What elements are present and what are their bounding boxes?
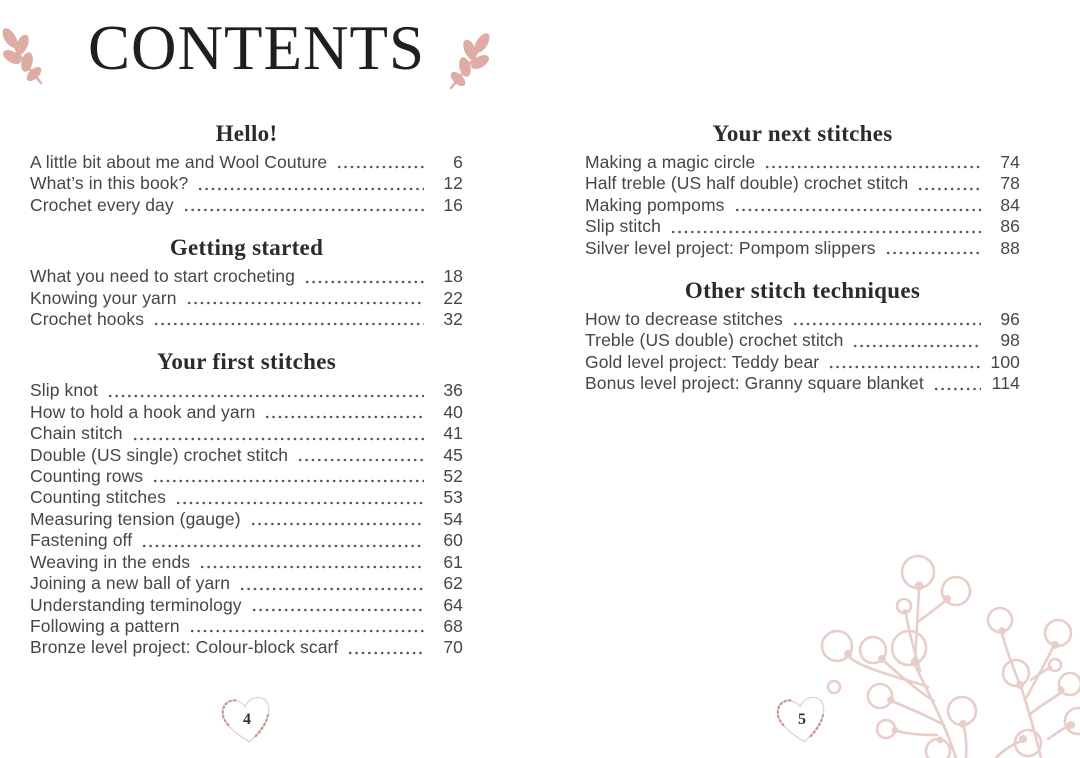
toc-entry-label: How to decrease stitches [585,309,783,330]
toc-entry-label: Following a pattern [30,615,180,636]
toc-entry [30,616,463,637]
toc-entry-page-number: 40 [443,401,463,422]
toc-entry-page-number: 6 [453,152,463,172]
toc-entry-page-number: 22 [443,287,463,308]
toc-entry [30,288,463,309]
section-entries [585,152,1020,259]
toc-entry-page-number: 78 [1000,173,1020,194]
toc-entry [30,152,463,173]
toc-entry-page-number: 84 [1000,194,1020,215]
toc-entry [585,373,1020,394]
toc-entry [30,423,463,444]
toc-column-left [30,120,463,659]
page-number-right: 5 [798,711,806,728]
dot-leader [251,595,424,616]
toc-entry [30,266,463,287]
dot-leader [107,380,424,401]
dot-leader [189,616,424,637]
dot-leader [852,330,981,351]
toc-entry [30,552,463,573]
toc-entry [585,173,1020,194]
toc-entry-page-number: 53 [443,487,463,508]
toc-entry-page-number: 70 [443,637,463,658]
dot-leader [764,152,981,173]
toc-entry-label: Fastening off [30,530,133,551]
toc-entry [585,216,1020,237]
toc-entry-label: Slip stitch [585,216,661,237]
section-entries [30,380,463,658]
section-entries [585,309,1020,395]
toc-entry-label: Making a magic circle [585,152,756,172]
toc-entry-page-number: 41 [443,423,463,444]
toc-section [30,234,463,330]
toc-section [585,277,1020,395]
toc-entry-page-number: 54 [443,508,463,529]
toc-entry-label: Bonus level project: Granny square blanket [585,373,924,394]
toc-entry-label: Bronze level project: Colour-block scarf [30,637,339,658]
toc-entry [30,173,463,194]
toc-entry [30,195,463,216]
toc-entry [585,352,1020,373]
toc-entry-label: Counting stitches [30,487,166,508]
toc-column-right [585,120,1020,395]
toc-entry-label: Slip knot [30,380,99,401]
dot-leader [183,195,424,216]
page-number-left: 4 [243,711,251,728]
dot-leader [885,238,981,259]
leaf-sprig-right-icon [447,30,491,97]
toc-entry [30,530,463,551]
dot-leader [239,573,424,594]
toc-entry-label: Understanding terminology [30,594,242,615]
toc-entry [30,573,463,594]
toc-entry [585,330,1020,351]
toc-entry [30,309,463,330]
toc-entry-page-number: 96 [1000,309,1020,330]
toc-entry-label: Weaving in the ends [30,551,191,572]
toc-entry [30,380,463,401]
toc-entry [30,595,463,616]
toc-entry-label: Counting rows [30,466,144,487]
toc-entry-page-number: 16 [443,194,463,215]
dot-leader [186,288,424,309]
toc-entry-label: Silver level project: Pompom slippers [585,237,876,258]
dot-leader [250,509,424,530]
page-number-heart-left [217,693,277,751]
toc-entry-label: Treble (US double) crochet stitch [585,330,844,351]
section-heading: Getting started [169,235,324,261]
dot-leader [297,445,424,466]
section-heading: Your first stitches [156,349,337,375]
toc-entry-page-number: 62 [443,573,463,594]
leaf-sprig-left-icon [1,25,45,92]
toc-entry-label: How to hold a hook and yarn [30,401,256,422]
toc-entry [30,466,463,487]
toc-entry-label: Chain stitch [30,423,123,444]
toc-entry-page-number: 60 [443,530,463,551]
toc-entry-page-number: 61 [443,551,463,572]
toc-entry-page-number: 114 [991,373,1020,394]
section-heading: Other stitch techniques [684,278,921,304]
floral-branches-illustration [816,529,1080,758]
section-entries [30,266,463,330]
toc-entry [30,509,463,530]
dot-leader [933,373,981,394]
dot-leader [828,352,981,373]
toc-entry [30,487,463,508]
toc-entry-page-number: 52 [443,466,463,487]
toc-entry [585,309,1020,330]
dot-leader [264,402,424,423]
toc-entry-page-number: 98 [1000,330,1020,351]
toc-entry-label: Gold level project: Teddy bear [585,351,820,372]
toc-entry [585,238,1020,259]
dot-leader [792,309,981,330]
toc-entry-page-number: 74 [1000,152,1020,172]
toc-entry [585,195,1020,216]
dot-leader [347,637,424,658]
section-entries [30,152,463,216]
dot-leader [141,530,424,551]
toc-entry-label: A little bit about me and Wool Couture [30,152,328,172]
toc-entry-label: What you need to start crocheting [30,266,295,287]
toc-entry-label: Measuring tension (gauge) [30,508,241,529]
toc-entry-page-number: 36 [443,380,463,401]
toc-entry-label: Crochet hooks [30,309,145,330]
toc-section [30,120,463,216]
toc-entry-page-number: 100 [990,351,1020,372]
section-heading: Your next stitches [712,121,893,146]
section-heading: Hello! [215,121,278,146]
toc-entry-page-number: 88 [1000,237,1020,258]
dot-leader [734,195,981,216]
dot-leader [132,423,424,444]
toc-entry-page-number: 68 [443,615,463,636]
toc-entry-page-number: 64 [443,594,463,615]
toc-entry-label: Double (US single) crochet stitch [30,444,289,465]
dot-leader [175,487,424,508]
toc-entry-label: Making pompoms [585,194,725,215]
toc-entry-page-number: 32 [443,309,463,330]
dot-leader [152,466,424,487]
toc-entry-page-number: 12 [443,173,463,194]
dot-leader [304,266,424,287]
toc-entry [30,637,463,658]
toc-entry-label: Joining a new ball of yarn [30,573,231,594]
dot-leader [197,173,424,194]
dot-leader [670,216,981,237]
toc-entry-page-number: 45 [443,444,463,465]
dot-leader [917,173,981,194]
toc-entry-label: Knowing your yarn [30,287,177,308]
toc-entry [585,152,1020,173]
toc-entry [30,402,463,423]
toc-entry-page-number: 18 [443,266,463,287]
toc-entry-label: Half treble (US half double) crochet stitch [585,173,909,194]
toc-section [30,348,463,658]
toc-section [585,120,1020,259]
dot-leader [199,552,424,573]
toc-entry-label: What’s in this book? [30,173,189,194]
toc-entry [30,445,463,466]
page-title: CONTENTS [88,13,425,83]
toc-entry-page-number: 86 [1000,216,1020,237]
dot-leader [153,309,424,330]
dot-leader [336,152,424,173]
toc-entry-label: Crochet every day [30,194,174,215]
